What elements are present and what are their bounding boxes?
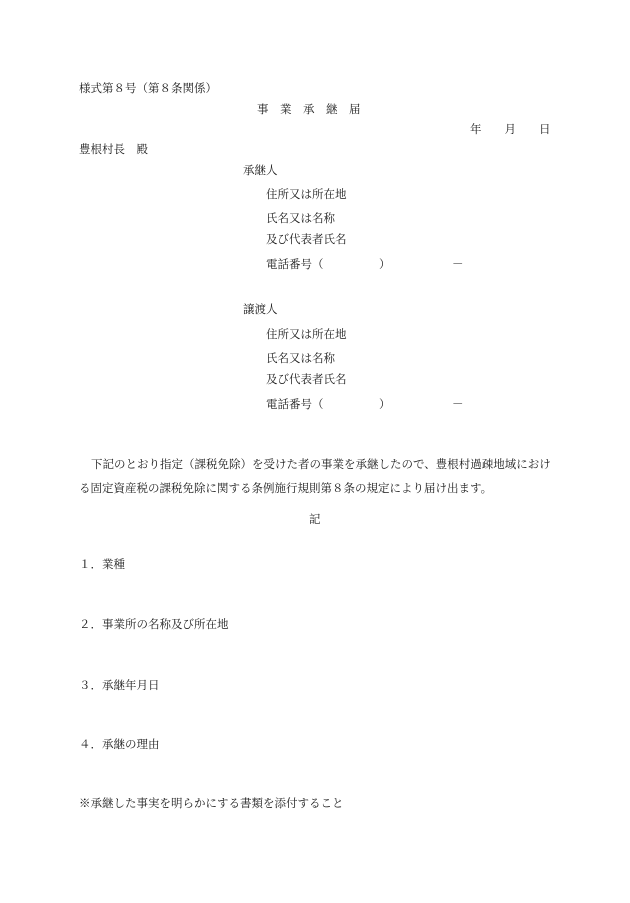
list-item: ３．承継年月日	[79, 678, 160, 692]
document-title: 事 業 承 継 届	[257, 102, 361, 116]
successor-phone-close: ）	[379, 257, 391, 271]
transferor-address-label: 住所又は所在地	[266, 327, 347, 341]
transferor-phone-label: 電話番号（	[266, 397, 324, 411]
transferor-phone-dash: －	[452, 397, 464, 411]
successor-heading: 承継人	[243, 163, 278, 177]
successor-name-label: 氏名又は名称	[266, 211, 335, 225]
addressee: 豊根村長 殿	[79, 142, 148, 156]
list-item: ２．事業所の名称及び所在地	[79, 617, 229, 631]
transferor-name-label: 氏名又は名称	[266, 351, 335, 365]
body-paragraph: 下記のとおり指定（課税免除）を受けた者の事業を承継したので、豊根村過疎地域における固定資産税の課税免除に関する条例施行規則第８条の規定により届け出ます。	[79, 457, 551, 495]
transferor-representative-label: 及び代表者氏名	[266, 372, 347, 386]
list-item: ４．承継の理由	[79, 737, 160, 751]
successor-representative-label: 及び代表者氏名	[266, 232, 347, 246]
successor-address-label: 住所又は所在地	[266, 187, 347, 201]
form-number: 様式第８号（第８条関係）	[79, 81, 217, 95]
successor-phone-label: 電話番号（	[266, 257, 324, 271]
transferor-phone-close: ）	[379, 397, 391, 411]
successor-phone-dash: －	[452, 257, 464, 271]
transferor-heading: 譲渡人	[243, 302, 278, 316]
date-line: 年 月 日	[470, 122, 551, 136]
ki-heading: 記	[309, 512, 321, 526]
attachment-note: ※承継した事実を明らかにする書類を添付すること	[79, 796, 344, 810]
list-item: １．業種	[79, 557, 125, 571]
